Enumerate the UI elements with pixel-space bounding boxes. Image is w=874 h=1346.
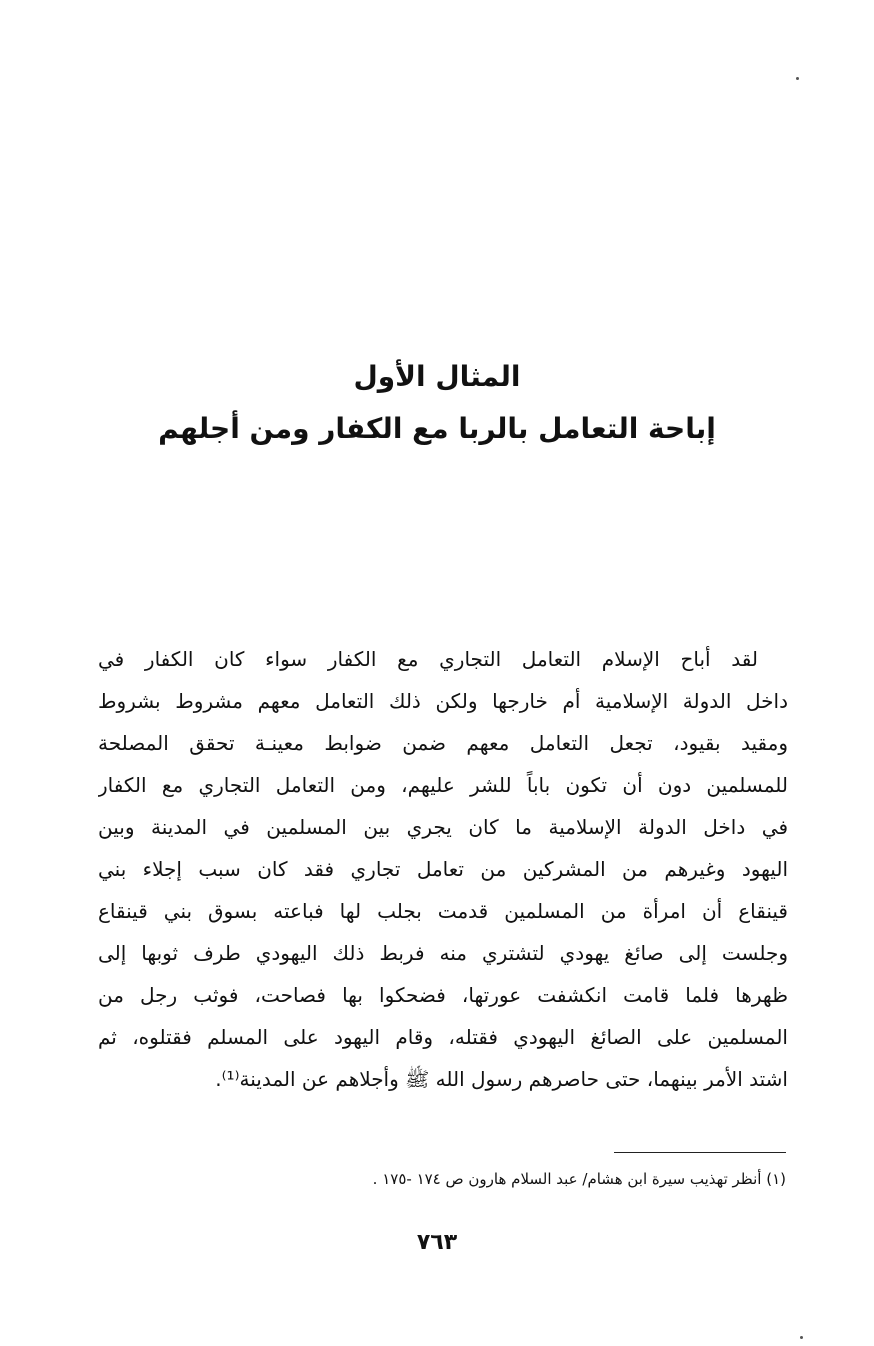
body-line: اليهود وغيرهم من المشركين من تعامل تجاري فقد كان سبب إجلاء بني xyxy=(98,857,788,881)
body-line: لقد أباح الإسلام التعامل التجاري مع الكفار سواء كان الكفار في xyxy=(98,647,758,671)
footnote-divider xyxy=(614,1152,786,1153)
scan-speck xyxy=(796,77,799,80)
body-line: المسلمين على الصائغ اليهودي فقتله، وقام اليهود على المسلم فقتلوه، ثم xyxy=(98,1025,788,1049)
body-line: اشتد الأمر بينهما، حتى حاصرهم رسول الله ﷺ وأجلاهم عن المدينة⁽¹⁾. xyxy=(215,1067,788,1091)
body-line: في داخل الدولة الإسلامية ما كان يجري بين المسلمين في المدينة وبين xyxy=(98,815,788,839)
body-line: للمسلمين دون أن تكون باباً للشر عليهم، ومن التعامل التجاري مع الكفار xyxy=(98,773,788,797)
page-number: ٧٦٣ xyxy=(416,1230,458,1255)
section-subtitle: إباحة التعامل بالربا مع الكفار ومن أجلهم xyxy=(158,412,716,445)
section-title: المثال الأول xyxy=(353,360,521,393)
body-line: قينقاع أن امرأة من المسلمين قدمت بجلب لها فباعته بسوق بني قينقاع xyxy=(98,899,788,923)
scan-speck xyxy=(800,1336,803,1339)
body-line: ومقيد بقيود، تجعل التعامل معهم ضمن ضوابط معينـة تحقق المصلحة xyxy=(98,731,788,755)
footnote: (١) أنظر تهذيب سيرة ابن هشام/ عبد السلام هارون ص ١٧٤ -١٧٥ . xyxy=(372,1170,786,1188)
body-line: ظهرها فلما قامت انكشفت عورتها، فضحكوا بها فصاحت، فوثب رجل من xyxy=(98,983,788,1007)
body-line: وجلست إلى صائغ يهودي لتشتري منه فربط ذلك اليهودي طرف ثوبها إلى xyxy=(98,941,788,965)
body-line: داخل الدولة الإسلامية أم خارجها ولكن ذلك التعامل معهم مشروط بشروط xyxy=(98,689,788,713)
